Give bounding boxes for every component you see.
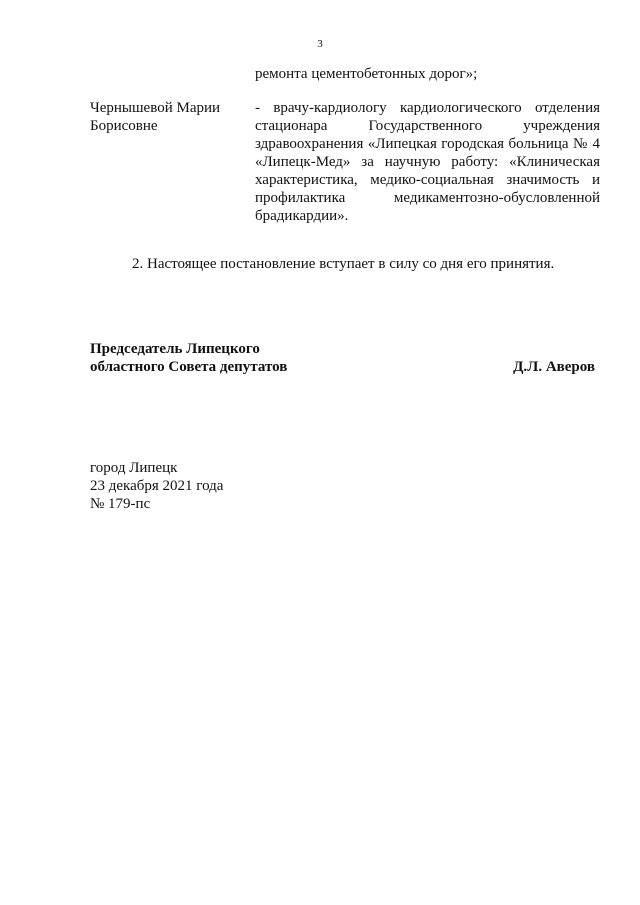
document-date: 23 декабря 2021 года [90,478,224,494]
document-footer [90,459,223,513]
signatory-title-line1: Председатель Липецкого [90,341,260,357]
signature-block [90,340,595,376]
recipient-description: - врачу-кардиологу кардиологического отделения стационара Государственного учреждения здравоохранения «Липецкая городская больница № 4 «Липецк-Мед» за научную работу: «Клиническая характеристика, медико-социальная значимость и профилактика медикаментозно-обусловленной брадикардии». [255,100,600,224]
city: город Липецк [90,460,178,476]
continuation-text: ремонта цементобетонных дорог»; [255,66,478,82]
recipient-name-line2: Борисовне [90,118,158,134]
clause-2: 2. Настоящее постановление вступает в силу со дня его принятия. [132,256,555,272]
recipient-name [90,99,240,135]
signatory-name: Д.Л. Аверов [513,359,595,375]
page-number: 3 [317,38,323,50]
document-number: № 179-пс [90,496,151,512]
recipient-name-line1: Чернышевой Марии [90,100,221,116]
signatory-title-line2: областного Совета депутатов [90,359,288,375]
